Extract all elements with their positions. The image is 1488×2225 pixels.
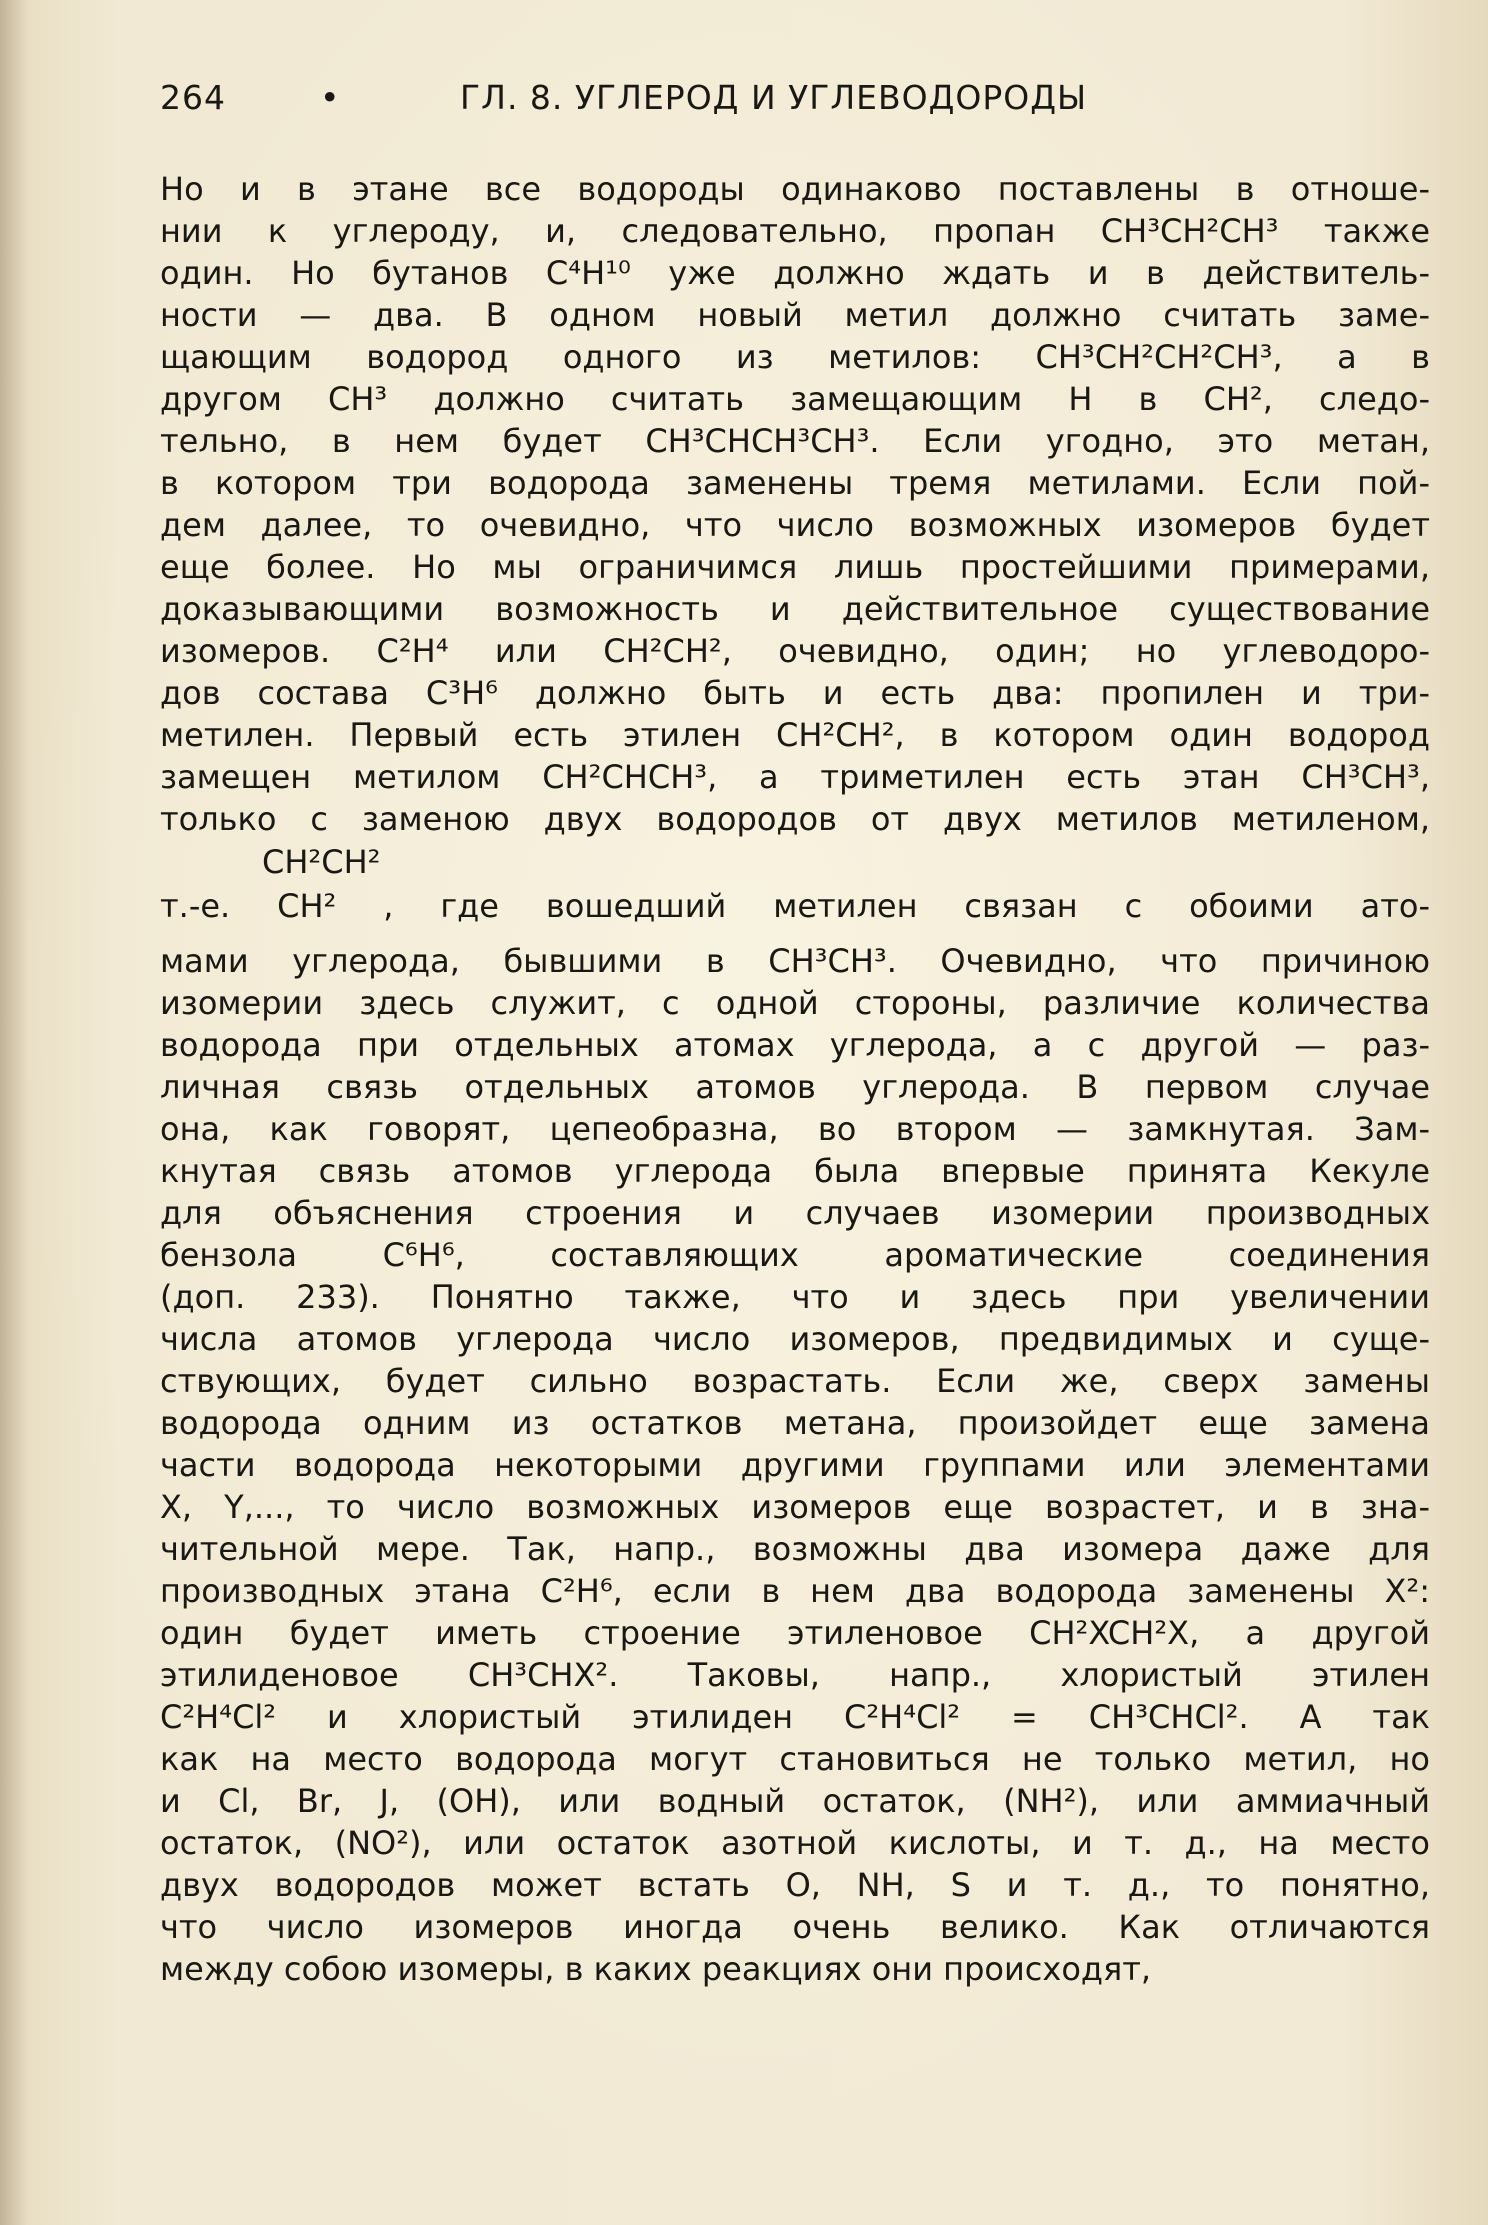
running-head [160, 78, 1430, 128]
text-line: личная связь отдельных атомов углерода. В первом случае [160, 1068, 1430, 1106]
text-line: замещен метилом CH²CHCH³, а триметилен есть этан CH³CH³, [160, 758, 1430, 796]
text-line: тельно, в нем будет CH³CHCH³CH³. Если угодно, это метан, [160, 422, 1430, 460]
text-line: она, как говорят, цепеобразна, во втором — замкнутая. Зам- [160, 1110, 1430, 1148]
text-line: другом CH³ должно считать замещающим H в CH², следо- [160, 380, 1430, 418]
text-line: бензола C⁶H⁶, составляющих ароматические соединения [160, 1236, 1430, 1274]
text-line: и Cl, Br, J, (OH), или водный остаток, (NH²), или аммиачный [160, 1782, 1430, 1820]
text-line: нии к углероду, и, следовательно, пропан CH³CH²CH³ также [160, 212, 1430, 250]
formula-top: CH²CH² [262, 843, 381, 881]
body-text [160, 168, 1430, 1990]
spine-shadow [0, 0, 28, 2225]
page-number: 264 [160, 78, 226, 117]
text-line: части водорода некоторыми другими группами или элементами [160, 1446, 1430, 1484]
header-separator: • [320, 78, 341, 117]
text-line: доказывающими возможность и действительное существование [160, 590, 1430, 628]
text-line: между собою изомеры, в каких реакциях они происходят, [160, 1950, 1152, 1988]
text-line: X, Y,..., то число возможных изомеров еще возрастет, и в зна- [160, 1488, 1430, 1526]
text-line: числа атомов углерода число изомеров, предвидимых и суще- [160, 1320, 1430, 1358]
text-line: как на место водорода могут становиться не только метил, но [160, 1740, 1430, 1778]
text-line: что число изомеров иногда очень велико. Как отличаются [160, 1908, 1430, 1946]
text-line: (доп. 233). Понятно также, что и здесь при увеличении [160, 1278, 1430, 1316]
text-line: двух водородов может встать O, NH, S и т. д., то понятно, [160, 1866, 1430, 1904]
text-line: дем далее, то очевидно, что число возможных изомеров будет [160, 506, 1430, 544]
text-line: щающим водород одного из метилов: CH³CH²CH²CH³, а в [160, 338, 1430, 376]
text-line: Но и в этане все водороды одинаково поставлены в отноше- [160, 170, 1430, 208]
text-line: еще более. Но мы ограничимся лишь простейшими примерами, [160, 548, 1430, 586]
text-line: производных этана C²H⁶, если в нем два водорода заменены X²: [160, 1572, 1430, 1610]
trimethylene-formula [160, 840, 1430, 940]
text-line: изомеров. C²H⁴ или CH²CH², очевидно, один; но углеводоро- [160, 632, 1430, 670]
text-line: для объяснения строения и случаев изомерии производных [160, 1194, 1430, 1232]
text-line: ности — два. В одном новый метил должно считать заме- [160, 296, 1430, 334]
text-line: чительной мере. Так, напр., возможны два изомера даже для [160, 1530, 1430, 1568]
text-line: один будет иметь строение этиленовое CH²XCH²X, а другой [160, 1614, 1430, 1652]
text-line: ствующих, будет сильно возрастать. Если же, сверх замены [160, 1362, 1430, 1400]
text-line: изомерии здесь служит, с одной стороны, различие количества [160, 984, 1430, 1022]
text-line: в котором три водорода заменены тремя метилами. Если пой- [160, 464, 1430, 502]
text-line: кнутая связь атомов углерода была впервые принята Кекуле [160, 1152, 1430, 1190]
text-line: водорода одним из остатков метана, произойдет еще замена [160, 1404, 1430, 1442]
text-line: мами углерода, бывшими в CH³CH³. Очевидно, что причиною [160, 942, 1430, 980]
chapter-title: ГЛ. 8. УГЛЕРОД И УГЛЕВОДОРОДЫ [460, 78, 1088, 117]
text-line: метилен. Первый есть этилен CH²CH², в котором один водород [160, 716, 1430, 754]
text-line: C²H⁴Cl² и хлористый этилиден C²H⁴Cl² = CH³CHCl². А так [160, 1698, 1430, 1736]
text-line: дов состава C³H⁶ должно быть и есть два: пропилен и три- [160, 674, 1430, 712]
text-line: водорода при отдельных атомах углерода, а с другой — раз- [160, 1026, 1430, 1064]
text-line: этилиденовое CH³CHX². Таковы, напр., хлористый этилен [160, 1656, 1430, 1694]
text-line: остаток, (NO²), или остаток азотной кислоты, и т. д., на место [160, 1824, 1430, 1862]
formula-line: т.-е. CH² , где вошедший метилен связан с обоими ато- [160, 887, 1430, 925]
text-line: только с заменою двух водородов от двух метилов метиленом, [160, 800, 1430, 838]
text-line: один. Но бутанов C⁴H¹⁰ уже должно ждать и в действитель- [160, 254, 1430, 292]
